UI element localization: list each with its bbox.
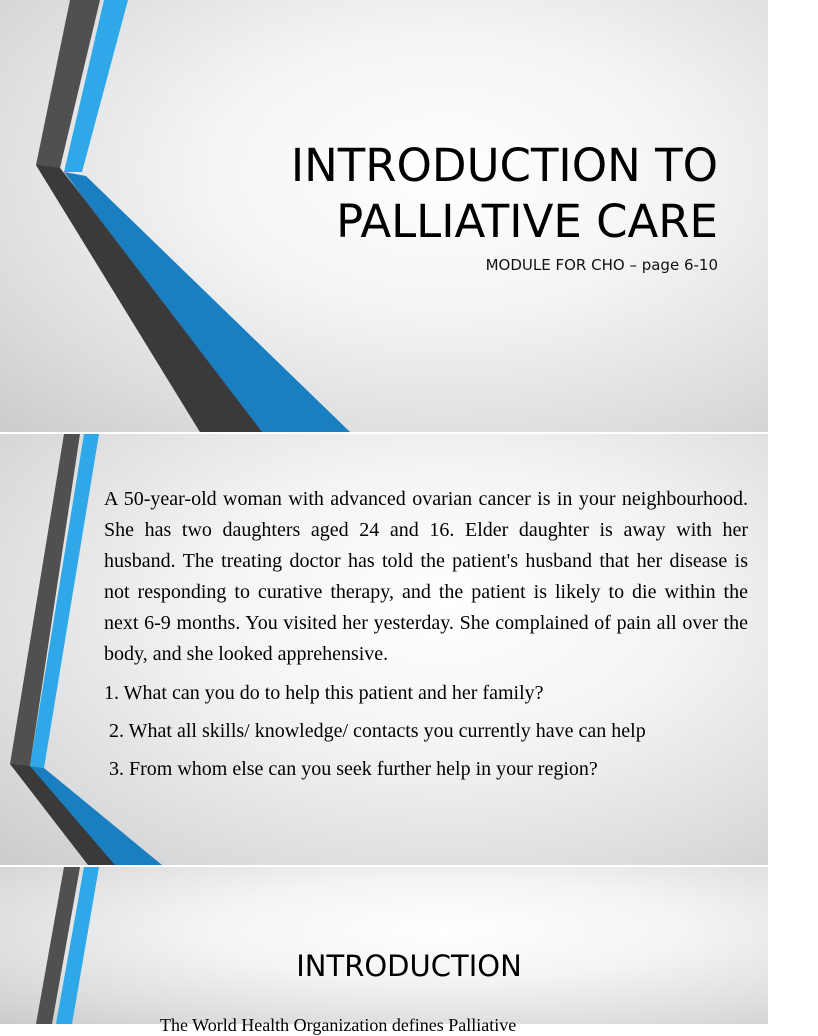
slide-title	[158, 138, 718, 250]
question-2: 2. What all skills/ knowledge/ contacts you currently have can help	[109, 720, 646, 742]
section-body-partial: The World Health Organization defines Palliative	[160, 1015, 517, 1035]
case-paragraph: A 50-year-old woman with advanced ovarian cancer is in your neighbourhood. She has two daughters aged 24 and 16. Elder daughter is away with her husband. The treating doctor has told the patient's husband that her disease is not responding to curative therapy, and the patient is likely to die within the next 6-9 months. You visited her yesterday. She complained of pain all over the body, and she looked apprehensive.	[104, 488, 748, 665]
question-3: 3. From whom else can you seek further help in your region?	[109, 758, 598, 780]
introduction-slide	[0, 867, 768, 1035]
question-1: 1. What can you do to help this patient and her family?	[104, 682, 544, 704]
title-line-2: PALLIATIVE CARE	[336, 195, 718, 248]
section-heading: INTRODUCTION	[296, 949, 522, 983]
title-line-1: INTRODUCTION TO	[290, 139, 718, 192]
slide-subtitle: MODULE FOR CHO – page 6-10	[485, 256, 718, 274]
case-study-slide	[0, 434, 768, 865]
decorative-stripes	[0, 867, 768, 1024]
title-slide	[0, 0, 768, 432]
case-study-body	[104, 484, 748, 781]
